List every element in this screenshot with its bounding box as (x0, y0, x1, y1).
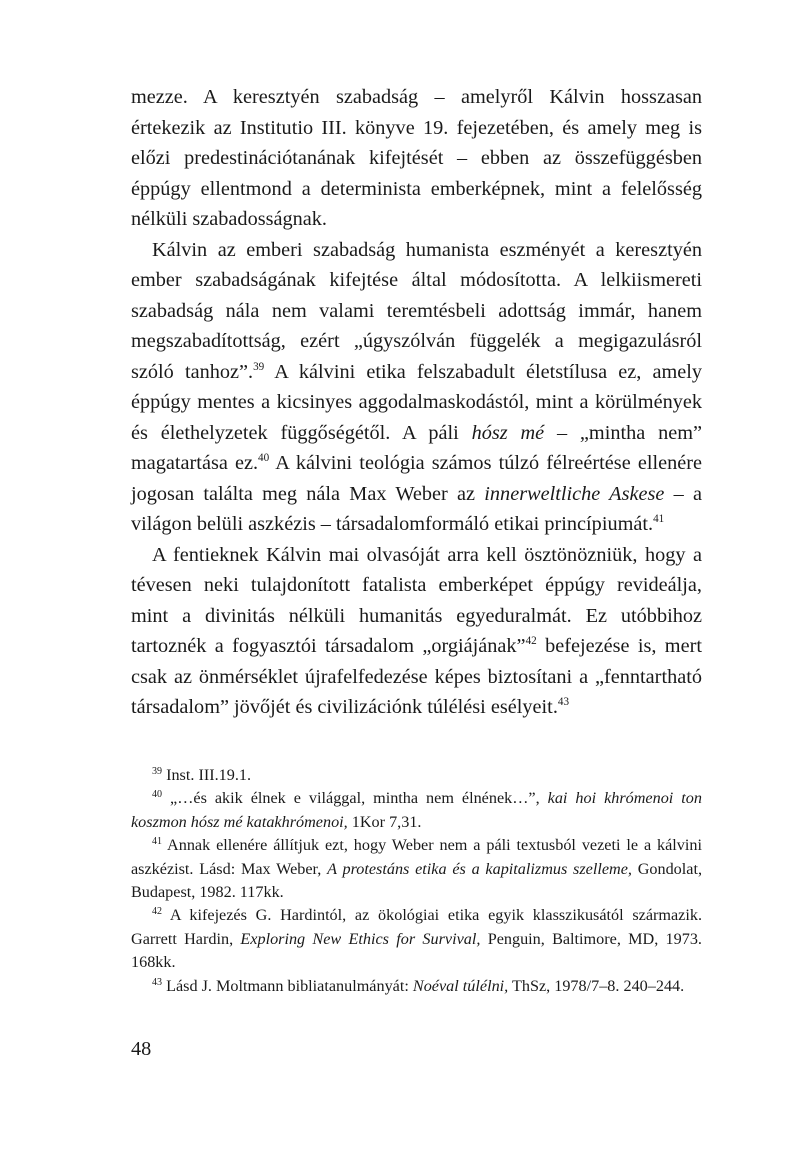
text-run: A kálvini teológia számos túlzó félreértése ellenére jogosan találta meg nála Max Weber az (131, 452, 702, 505)
body-text (131, 82, 702, 723)
footnote-ref: 42 (152, 906, 163, 918)
footnote-ref: 39 (152, 765, 163, 777)
footnotes (131, 764, 702, 998)
footnote (131, 764, 702, 787)
text-run: Lásd J. Moltmann bibliatanulmányát: (162, 976, 413, 995)
footnote-ref: 42 (525, 635, 537, 648)
text-run: „…és akik élnek e világgal, mintha nem élnének…”, (162, 789, 548, 808)
footnote-ref: 43 (557, 696, 570, 709)
text-run: A fentieknek Kálvin mai olvasóját arra kell ösztönözniük, hogy a tévesen neki tulajdonított fatalista emberképet éppúgy revideálja, mint a divinitás nélküli humanitás egyeduralmát. Ez utóbbihoz tartoznék a fogyasztói társadalom „orgiájának” (131, 543, 702, 657)
paragraph (131, 540, 702, 723)
footnote (131, 904, 702, 974)
text-run: befejezése is, mert csak az önmérséklet újrafelfedezése képes biztosítani a „fenntartható társadalom” jövőjét és civilizációnk túlélési esélyeit. (131, 635, 702, 718)
footnote-ref: 40 (152, 789, 163, 801)
footnote (131, 975, 702, 998)
footnote (131, 787, 702, 834)
page-number: 48 (131, 1038, 152, 1060)
footnote-ref: 41 (152, 836, 163, 848)
text-run: Penguin, Baltimore, MD, 1973. 168kk. (131, 929, 702, 972)
text-run: Gondolat, Budapest, 1982. 117kk. (131, 859, 702, 902)
text-run: Inst. III.19.1. (162, 766, 252, 784)
italic-text: A protestáns etika és a kapitalizmus szelleme, (327, 859, 632, 878)
italic-text: Exploring New Ethics for Survival, (240, 929, 481, 948)
text-run: – „mintha nem” magatartása ez. (131, 421, 702, 474)
italic-text: kai hoi khrómenoi ton koszmon hósz mé katakhrómenoi, (131, 789, 702, 831)
footnote-ref: 40 (258, 452, 270, 465)
text-run: 1Kor 7,31. (347, 812, 422, 831)
footnote-ref: 41 (653, 513, 665, 526)
italic-text: hósz mé (471, 421, 545, 444)
text-run: – a világon belüli aszkézis – társadalomformáló etikai princípiumát. (131, 482, 703, 535)
text-run: mezze. A keresztyén szabadság – amelyről Kálvin hosszasan értekezik az Institutio III. könyve 19. fejezetében, és amely meg is előzi predestinációtanának kifejtését – ebben az összefüggésben éppúgy ellentmond a determinista emberképnek, mint a felelősség nélküli szabadosságnak. (131, 86, 702, 230)
text-run: A kálvini etika felszabadult életstílusa ez, amely éppúgy mentes a kicsinyes aggodalmaskodástól, mint a körülmények és élethelyzetek függőségétől. A páli (131, 360, 702, 444)
text-run: A kifejezés G. Hardintól, az ökológiai etika egyik klasszikusától származik. Garrett Hardin, (131, 906, 702, 948)
footnote-ref: 43 (152, 976, 163, 988)
text-run: Annak ellenére állítjuk ezt, hogy Weber nem a páli textusból vezeti le a kálvini aszkézist. Lásd: Max Weber, (131, 836, 702, 878)
italic-text: Noéval túlélni, (412, 976, 509, 995)
paragraph (131, 235, 702, 540)
italic-text: innerweltliche Askese (484, 482, 665, 505)
footnote-ref: 39 (253, 360, 265, 373)
paragraph (131, 82, 702, 235)
text-run: ThSz, 1978/7–8. 240–244. (508, 976, 685, 995)
footnote (131, 834, 702, 904)
text-run: Kálvin az emberi szabadság humanista eszményét a keresztyén ember szabadságának kifejtése által módosította. A lelkiismereti szabadság nála nem valami teremtésbeli adottság immár, hanem megszabadítottság, ezért „úgyszólván függelék a megigazulásról szóló tanhoz”. (131, 238, 702, 383)
